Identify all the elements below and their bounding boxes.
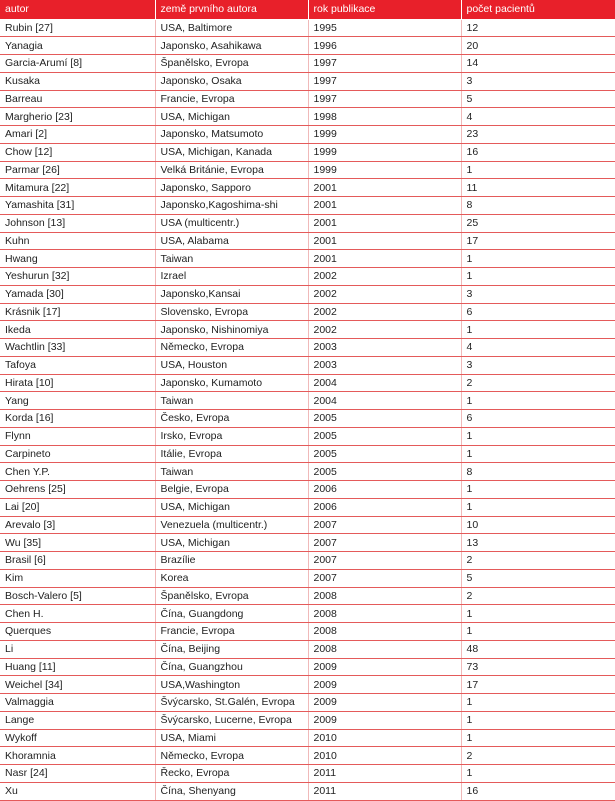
table-row	[0, 72, 615, 90]
table-row	[0, 729, 615, 747]
cell-country: USA,Washington	[155, 676, 308, 694]
cell-author: Barreau	[0, 90, 155, 108]
table-row	[0, 481, 615, 499]
cell-patient-count: 1	[461, 481, 615, 499]
table-row	[0, 19, 615, 37]
header-author: autor	[0, 0, 155, 19]
cell-author: Ikeda	[0, 321, 155, 339]
cell-patient-count: 1	[461, 321, 615, 339]
cell-author: Korda [16]	[0, 410, 155, 428]
cell-patient-count: 1	[461, 392, 615, 410]
cell-author: Lai [20]	[0, 498, 155, 516]
cell-author: Yeshurun [32]	[0, 268, 155, 286]
cell-author: Parmar [26]	[0, 161, 155, 179]
cell-year: 1998	[308, 108, 461, 126]
cell-author: Wu [35]	[0, 534, 155, 552]
cell-year: 2005	[308, 463, 461, 481]
cell-country: Švýcarsko, Lucerne, Evropa	[155, 711, 308, 729]
table-row	[0, 658, 615, 676]
table-row	[0, 445, 615, 463]
cell-author: Li	[0, 640, 155, 658]
cell-patient-count: 13	[461, 534, 615, 552]
cell-country: Taiwan	[155, 392, 308, 410]
table-row	[0, 587, 615, 605]
table-row	[0, 676, 615, 694]
cell-country: Velká Británie, Evropa	[155, 161, 308, 179]
cell-patient-count: 1	[461, 268, 615, 286]
cell-year: 2005	[308, 445, 461, 463]
table-row	[0, 321, 615, 339]
table-row	[0, 268, 615, 286]
cell-country: USA, Miami	[155, 729, 308, 747]
table-row	[0, 356, 615, 374]
table-row	[0, 214, 615, 232]
cell-country: Česko, Evropa	[155, 410, 308, 428]
cell-patient-count: 1	[461, 623, 615, 641]
cell-country: Japonsko, Kumamoto	[155, 374, 308, 392]
cell-year: 2001	[308, 197, 461, 215]
cell-year: 2005	[308, 410, 461, 428]
table-row	[0, 303, 615, 321]
cell-year: 2004	[308, 374, 461, 392]
cell-country: Japonsko, Osaka	[155, 72, 308, 90]
cell-year: 2007	[308, 534, 461, 552]
cell-patient-count: 6	[461, 303, 615, 321]
cell-year: 2006	[308, 481, 461, 499]
cell-country: Německo, Evropa	[155, 339, 308, 357]
cell-patient-count: 16	[461, 782, 615, 800]
cell-year: 2009	[308, 676, 461, 694]
table-row	[0, 711, 615, 729]
cell-year: 2009	[308, 658, 461, 676]
cell-year: 2010	[308, 747, 461, 765]
header-patient-count: počet pacientů	[466, 3, 535, 16]
table-row	[0, 55, 615, 73]
cell-country: Německo, Evropa	[155, 747, 308, 765]
table-row	[0, 108, 615, 126]
cell-patient-count: 1	[461, 427, 615, 445]
cell-country: Švýcarsko, St.Galén, Evropa	[155, 694, 308, 712]
cell-country: Řecko, Evropa	[155, 765, 308, 783]
table-row	[0, 232, 615, 250]
cell-country: Španělsko, Evropa	[155, 55, 308, 73]
cell-author: Xu	[0, 782, 155, 800]
cell-author: Chen H.	[0, 605, 155, 623]
cell-year: 2007	[308, 516, 461, 534]
cell-year: 2008	[308, 640, 461, 658]
cell-author: Brasil [6]	[0, 552, 155, 570]
cell-patient-count: 2	[461, 552, 615, 570]
cell-year: 1996	[308, 37, 461, 55]
cell-author: Chen Y.P.	[0, 463, 155, 481]
table-row	[0, 463, 615, 481]
cell-country: Japonsko, Asahikawa	[155, 37, 308, 55]
cell-country: USA, Michigan	[155, 498, 308, 516]
cell-patient-count: 2	[461, 587, 615, 605]
table-row	[0, 747, 615, 765]
cell-author: Flynn	[0, 427, 155, 445]
cell-patient-count: 4	[461, 339, 615, 357]
table-row	[0, 126, 615, 144]
cell-patient-count: 12	[461, 19, 615, 37]
cell-country: USA, Michigan	[155, 534, 308, 552]
table-row	[0, 339, 615, 357]
cell-country: Španělsko, Evropa	[155, 587, 308, 605]
cell-year: 2002	[308, 303, 461, 321]
cell-year: 1999	[308, 126, 461, 144]
table-row	[0, 534, 615, 552]
cell-country: Slovensko, Evropa	[155, 303, 308, 321]
cell-patient-count: 1	[461, 694, 615, 712]
header-row	[0, 0, 615, 19]
cell-patient-count: 1	[461, 765, 615, 783]
cell-patient-count: 10	[461, 516, 615, 534]
cell-author: Chow [12]	[0, 143, 155, 161]
cell-country: Japonsko, Nishinomiya	[155, 321, 308, 339]
cell-author: Johnson [13]	[0, 214, 155, 232]
cell-country: Japonsko, Matsumoto	[155, 126, 308, 144]
cell-year: 2008	[308, 623, 461, 641]
cell-year: 2003	[308, 339, 461, 357]
cell-patient-count: 14	[461, 55, 615, 73]
table-row	[0, 694, 615, 712]
cell-author: Krásnik [17]	[0, 303, 155, 321]
cell-country: Irsko, Evropa	[155, 427, 308, 445]
cell-patient-count: 1	[461, 250, 615, 268]
cell-country: Korea	[155, 569, 308, 587]
cell-patient-count: 6	[461, 410, 615, 428]
cell-year: 2010	[308, 729, 461, 747]
cell-author: Lange	[0, 711, 155, 729]
cell-patient-count: 3	[461, 356, 615, 374]
cell-year: 2011	[308, 765, 461, 783]
table-row	[0, 143, 615, 161]
header-year: rok publikace	[308, 0, 461, 19]
cell-patient-count: 1	[461, 498, 615, 516]
cell-year: 2009	[308, 711, 461, 729]
cell-year: 2001	[308, 214, 461, 232]
cell-year: 2002	[308, 321, 461, 339]
cell-author: Tafoya	[0, 356, 155, 374]
cell-country: Japonsko,Kansai	[155, 285, 308, 303]
cell-patient-count: 48	[461, 640, 615, 658]
cell-patient-count: 1	[461, 445, 615, 463]
cell-country: USA, Michigan, Kanada	[155, 143, 308, 161]
cell-author: Yamada [30]	[0, 285, 155, 303]
cell-year: 2002	[308, 285, 461, 303]
cell-country: Itálie, Evropa	[155, 445, 308, 463]
table-header	[0, 0, 615, 19]
table-row	[0, 197, 615, 215]
cell-year: 2004	[308, 392, 461, 410]
cell-author: Nasr [24]	[0, 765, 155, 783]
cell-author: Hwang	[0, 250, 155, 268]
cell-author: Wachtlin [33]	[0, 339, 155, 357]
cell-country: Čína, Guangzhou	[155, 658, 308, 676]
cell-country: Izrael	[155, 268, 308, 286]
cell-author: Garcia-Arumí [8]	[0, 55, 155, 73]
cell-year: 2009	[308, 694, 461, 712]
cell-patient-count: 1	[461, 161, 615, 179]
cell-year: 2001	[308, 179, 461, 197]
cell-author: Yang	[0, 392, 155, 410]
cell-patient-count: 25	[461, 214, 615, 232]
cell-country: USA, Alabama	[155, 232, 308, 250]
table-row	[0, 605, 615, 623]
cell-patient-count: 11	[461, 179, 615, 197]
cell-patient-count: 3	[461, 285, 615, 303]
table-row	[0, 552, 615, 570]
table-row	[0, 782, 615, 800]
table-row	[0, 640, 615, 658]
cell-year: 1997	[308, 72, 461, 90]
cell-author: Kim	[0, 569, 155, 587]
cell-country: Venezuela (multicentr.)	[155, 516, 308, 534]
cell-patient-count: 16	[461, 143, 615, 161]
table-row	[0, 427, 615, 445]
cell-author: Yanagia	[0, 37, 155, 55]
cell-country: USA, Houston	[155, 356, 308, 374]
cell-author: Querques	[0, 623, 155, 641]
cell-year: 2005	[308, 427, 461, 445]
cell-author: Arevalo [3]	[0, 516, 155, 534]
cell-author: Mitamura [22]	[0, 179, 155, 197]
cell-patient-count: 1	[461, 711, 615, 729]
cell-author: Kuhn	[0, 232, 155, 250]
cell-patient-count: 17	[461, 232, 615, 250]
cell-author: Oehrens [25]	[0, 481, 155, 499]
cell-patient-count: 2	[461, 374, 615, 392]
table-row	[0, 765, 615, 783]
cell-year: 2007	[308, 569, 461, 587]
cell-patient-count: 5	[461, 90, 615, 108]
cell-country: Brazílie	[155, 552, 308, 570]
table-row	[0, 285, 615, 303]
cell-author: Khoramnia	[0, 747, 155, 765]
cell-year: 2011	[308, 782, 461, 800]
cell-patient-count: 8	[461, 463, 615, 481]
cell-year: 1997	[308, 90, 461, 108]
header-country: země prvního autora	[155, 0, 308, 19]
cell-country: Taiwan	[155, 463, 308, 481]
cell-author: Huang [11]	[0, 658, 155, 676]
cell-author: Margherio [23]	[0, 108, 155, 126]
cell-patient-count: 23	[461, 126, 615, 144]
cell-patient-count: 2	[461, 747, 615, 765]
table-row	[0, 179, 615, 197]
cell-year: 1997	[308, 55, 461, 73]
table-row	[0, 37, 615, 55]
cell-patient-count: 8	[461, 197, 615, 215]
cell-author: Weichel [34]	[0, 676, 155, 694]
cell-author: Rubin [27]	[0, 19, 155, 37]
cell-year: 1995	[308, 19, 461, 37]
cell-patient-count: 1	[461, 605, 615, 623]
table-row	[0, 516, 615, 534]
cell-author: Wykoff	[0, 729, 155, 747]
cell-author: Yamashita [31]	[0, 197, 155, 215]
cell-patient-count: 3	[461, 72, 615, 90]
cell-country: USA, Michigan	[155, 108, 308, 126]
cell-author: Valmaggia	[0, 694, 155, 712]
cell-patient-count: 73	[461, 658, 615, 676]
cell-author: Hirata [10]	[0, 374, 155, 392]
cell-patient-count: 17	[461, 676, 615, 694]
cell-year: 2001	[308, 250, 461, 268]
table-row	[0, 90, 615, 108]
cell-author: Bosch-Valero [5]	[0, 587, 155, 605]
cell-country: Čína, Guangdong	[155, 605, 308, 623]
table-row	[0, 392, 615, 410]
cell-year: 2001	[308, 232, 461, 250]
cell-author: Kusaka	[0, 72, 155, 90]
cell-year: 2008	[308, 587, 461, 605]
cell-year: 1999	[308, 143, 461, 161]
cell-patient-count: 1	[461, 729, 615, 747]
table-row	[0, 250, 615, 268]
cell-country: Francie, Evropa	[155, 623, 308, 641]
cell-country: Japonsko, Sapporo	[155, 179, 308, 197]
table-row	[0, 161, 615, 179]
cell-patient-count: 5	[461, 569, 615, 587]
table-row	[0, 498, 615, 516]
cell-country: Belgie, Evropa	[155, 481, 308, 499]
table-row	[0, 374, 615, 392]
cell-year: 2008	[308, 605, 461, 623]
cell-year: 2002	[308, 268, 461, 286]
cell-patient-count: 20	[461, 37, 615, 55]
cell-country: Japonsko,Kagoshima-shi	[155, 197, 308, 215]
cell-author: Carpineto	[0, 445, 155, 463]
cell-year: 2003	[308, 356, 461, 374]
cell-year: 1999	[308, 161, 461, 179]
cell-country: Francie, Evropa	[155, 90, 308, 108]
cell-patient-count: 4	[461, 108, 615, 126]
cell-year: 2006	[308, 498, 461, 516]
table-row	[0, 623, 615, 641]
cell-year: 2007	[308, 552, 461, 570]
cell-country: USA (multicentr.)	[155, 214, 308, 232]
table-body	[0, 19, 615, 800]
cell-country: Čína, Shenyang	[155, 782, 308, 800]
table-row	[0, 410, 615, 428]
cell-country: USA, Baltimore	[155, 19, 308, 37]
cell-author: Amari [2]	[0, 126, 155, 144]
cell-country: Taiwan	[155, 250, 308, 268]
table-row	[0, 569, 615, 587]
cell-country: Čína, Beijing	[155, 640, 308, 658]
